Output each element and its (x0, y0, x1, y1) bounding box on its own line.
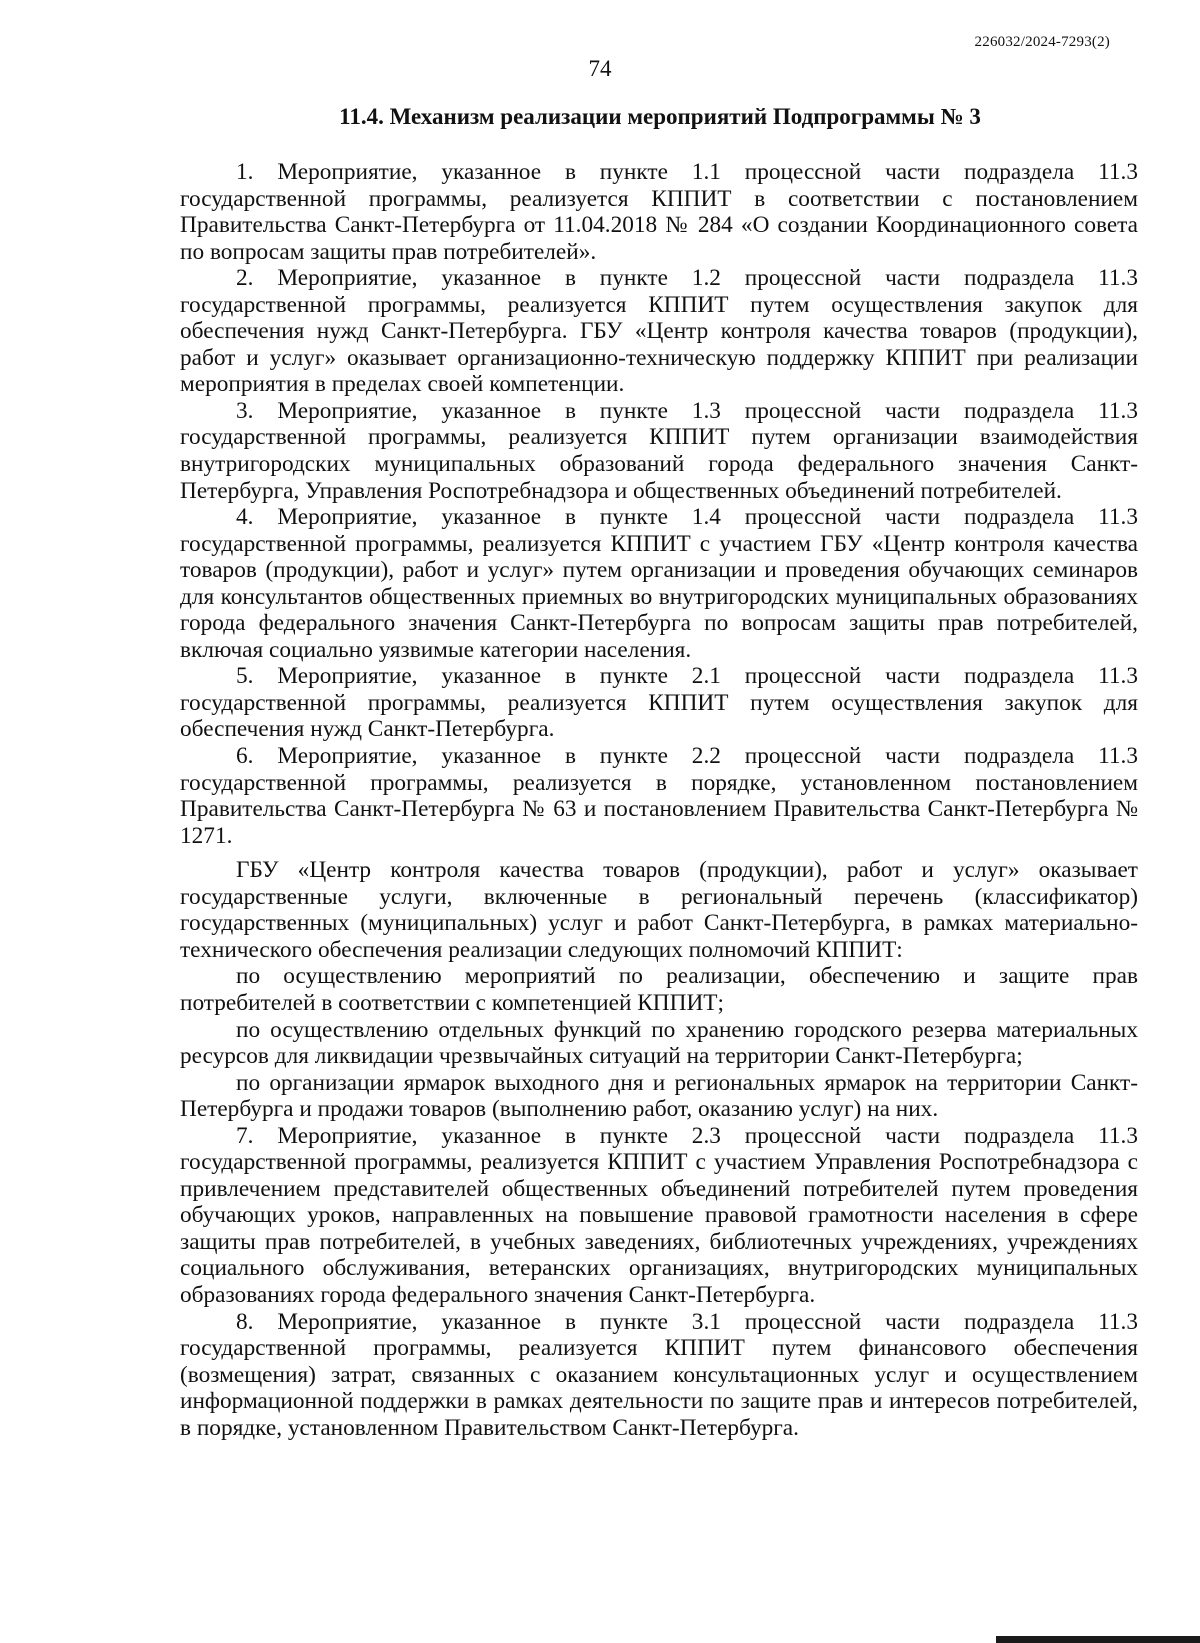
paragraph-authority-consumer-rights: по осуществлению мероприятий по реализации, обеспечению и защите прав потребителей в соответствии с компетенцией КППИТ; (180, 963, 1138, 1016)
document-id: 226032/2024-7293(2) (974, 34, 1110, 50)
paragraph-item-2: 2. Мероприятие, указанное в пункте 1.2 процессной части подраздела 11.3 государственной программы, реализуется КППИТ путем осуществления закупок для обеспечения нужд Санкт-Петербурга. ГБУ «Центр контроля качества товаров (продукции), работ и услуг» оказывает организационно-техническую поддержку КППИТ при реализации мероприятия в пределах своей компетенции. (180, 265, 1138, 398)
paragraph-authority-fairs: по организации ярмарок выходного дня и региональных ярмарок на территории Санкт-Петербурга и продажи товаров (выполнению работ, оказанию услуг) на них. (180, 1069, 1138, 1123)
paragraph-item-3: 3. Мероприятие, указанное в пункте 1.3 процессной части подраздела 11.3 государственной программы, реализуется КППИТ путем организации взаимодействия внутригородских муниципальных образований города федерального значения Санкт-Петербурга, Управления Роспотребнадзора и общественных объединений потребителей. (180, 397, 1138, 504)
paragraph-item-4: 4. Мероприятие, указанное в пункте 1.4 процессной части подраздела 11.3 государственной программы, реализуется КППИТ с участием ГБУ «Центр контроля качества товаров (продукции), работ и услуг» путем организации и проведения обучающих семинаров для консультантов общественных приемных во внутригородских муниципальных образованиях города федерального значения Санкт-Петербурга по вопросам защиты прав потребителей, включая социально уязвимые категории населения. (180, 504, 1138, 663)
paragraph-item-8: 8. Мероприятие, указанное в пункте 3.1 процессной части подраздела 11.3 государственной программы, реализуется КППИТ путем финансового обеспечения (возмещения) затрат, связанных с оказанием консультационных услуг и осуществлением информационной поддержки в рамках деятельности по защите прав и интересов потребителей, в порядке, установленном Правительством Санкт-Петербурга. (180, 1308, 1138, 1441)
paragraph-item-6: 6. Мероприятие, указанное в пункте 2.2 процессной части подраздела 11.3 государственной программы, реализуется в порядке, установленном постановлением Правительства Санкт-Петербурга № 63 и постановлением Правительства Санкт-Петербурга № 1271. (180, 743, 1138, 849)
paragraph-item-1: 1. Мероприятие, указанное в пункте 1.1 процессной части подраздела 11.3 государственной программы, реализуется КППИТ в соответствии с постановлением Правительства Санкт-Петербурга от 11.04.2018 № 284 «О создании Координационного совета по вопросам защиты прав потребителей». (180, 159, 1138, 265)
document-body (180, 159, 1138, 1441)
paragraph-authority-reserve: по осуществлению отдельных функций по хранению городского резерва материальных ресурсов для ликвидации чрезвычайных ситуаций на территории Санкт-Петербурга; (180, 1016, 1138, 1070)
paragraph-item-5: 5. Мероприятие, указанное в пункте 2.1 процессной части подраздела 11.3 государственной программы, реализуется КППИТ путем осуществления закупок для обеспечения нужд Санкт-Петербурга. (180, 663, 1138, 743)
paragraph-item-7: 7. Мероприятие, указанное в пункте 2.3 процессной части подраздела 11.3 государственной программы, реализуется КППИТ с участием Управления Роспотребнадзора с привлечением представителей общественных объединений потребителей путем проведения обучающих уроков, направленных на повышение правовой грамотности населения в сфере защиты прав потребителей, в учебных заведениях, библиотечных учреждениях, учреждениях социального обслуживания, ветеранских организациях, внутригородских муниципальных образованиях города федерального значения Санкт-Петербурга. (180, 1122, 1138, 1308)
page-number: 74 (588, 56, 612, 81)
scan-edge-mark (996, 1636, 1200, 1643)
section-title: 11.4. Механизм реализации мероприятий Подпрограммы № 3 (339, 104, 981, 129)
paragraph-gbu-services: ГБУ «Центр контроля качества товаров (продукции), работ и услуг» оказывает государственные услуги, включенные в региональный перечень (классификатор) государственных (муниципальных) услуг и работ Санкт-Петербурга, в рамках материально-технического обеспечения реализации следующих полномочий КППИТ: (180, 857, 1138, 963)
